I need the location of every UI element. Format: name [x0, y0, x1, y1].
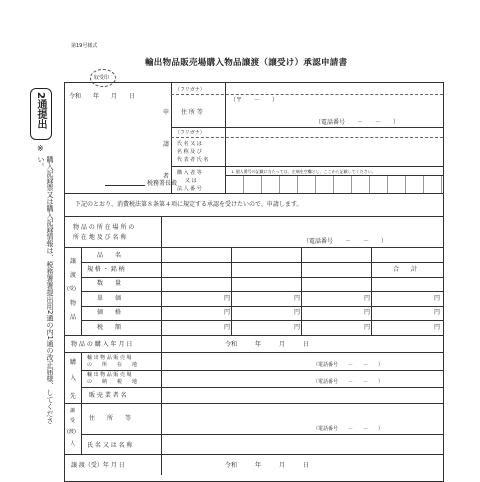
store-tax-phone[interactable]: （電話番号 － － ）	[313, 379, 384, 385]
page-title: 輸出物品販売場購入物品譲渡（譲受け）承認申請書	[145, 58, 348, 68]
store-location-row	[65, 217, 443, 248]
furigana-2: （フリガナ）	[175, 130, 205, 136]
note-mark: ※	[37, 144, 44, 153]
receipt-stamp-label: 収受印	[94, 75, 110, 81]
goods-row-label: 品 名	[97, 252, 122, 259]
store-label-1: 物 品 の 所 在 場 所 の	[73, 224, 135, 231]
applicant-mark-3: 者	[163, 173, 170, 180]
transfer-date-label: 譲 渡（受）年 月 日	[71, 462, 125, 469]
store-tax-label-2: の 納 税 地	[87, 379, 138, 385]
side-note: 購入記録票又は購入記録情報は、税務署署提出用2通の内1通の改正届様、してください。	[37, 156, 54, 424]
transfer-date-row	[65, 455, 443, 475]
store-tax-label-1: 輸 出 物 品 販 売 場	[87, 372, 132, 378]
purchase-side-2: 入	[70, 375, 77, 382]
yen-unit: 円	[294, 324, 301, 331]
transfer-date-value[interactable]: 令和 年 月 日	[225, 462, 310, 469]
statement-text: 下記のとおり、消費税法第８条第４項に規定する承認を受けたいので、申請します。	[75, 201, 303, 208]
store-location-label-1: 輸 出 物 品 販 売 場	[87, 355, 132, 361]
goods-section	[65, 248, 443, 336]
postal-code[interactable]: （〒 － ）	[230, 97, 279, 104]
name-label-3: 代 表 者 氏 名	[177, 157, 209, 163]
goods-row-label: 規 格 ・ 銘 柄	[87, 266, 125, 273]
form-number: 第19号様式	[71, 43, 98, 49]
transferee-side-1: 譲	[70, 408, 76, 414]
purchase-date-label: 物 品 の 購 入 年 月 日	[71, 341, 133, 348]
buyer-number-grid[interactable]	[225, 175, 443, 194]
goods-side-2: 渡	[70, 272, 77, 279]
yen-unit: 円	[224, 324, 231, 331]
transferee-side-4: 人	[70, 441, 76, 447]
name-label-2: 名 称 及 び	[177, 149, 202, 155]
goods-side-3: (受)	[67, 286, 76, 292]
goods-row-label: 価 格	[97, 309, 122, 316]
goods-row-label: 数 量	[97, 280, 122, 287]
store-label-2: 所 在 地 及 び 名 称	[73, 234, 127, 241]
buyer-label-1: 購 入 者 等	[177, 170, 202, 176]
furigana-1: （フリガナ）	[175, 87, 205, 93]
yen-unit: 円	[364, 309, 371, 316]
application-date[interactable]: 令和 年 月 日	[69, 93, 136, 100]
transferee-side-3: (渡)	[67, 429, 76, 435]
yen-unit: 円	[434, 295, 441, 302]
submit-two-copies-label: 2通提出	[35, 92, 46, 129]
transferee-side-2: 受	[70, 418, 76, 424]
application-form	[64, 82, 444, 482]
yen-unit: 円	[294, 309, 301, 316]
seller-name-label: 販 売 業 者 名	[89, 392, 127, 399]
applicant-phone[interactable]: （電話番号 － － ）	[315, 119, 400, 126]
tax-office-line[interactable]	[105, 185, 145, 186]
name-label-1: 氏 名 又 は	[177, 141, 202, 147]
yen-unit: 円	[364, 324, 371, 331]
tax-office-label: 税務署長殿	[147, 180, 178, 187]
store-phone[interactable]: （電話番号 － － ）	[303, 238, 388, 245]
statement-row	[65, 194, 443, 217]
purchase-side-3: 先	[70, 393, 77, 400]
transferee-section	[65, 404, 443, 455]
header-section	[65, 83, 443, 194]
buyer-label-3: 法 人 番 号	[177, 186, 202, 192]
yen-unit: 円	[434, 324, 441, 331]
total-label: 合 計	[393, 266, 418, 273]
buyer-number-note: ↓ 個人番号の記載に当たっては、左端を空欄とし、ここから記載してください。	[231, 169, 376, 174]
applicant-mark-1: 申	[163, 109, 170, 116]
address-label: 住 所 等	[181, 109, 203, 116]
goods-row-label: 単 価	[97, 295, 122, 302]
goods-side-5: 品	[70, 314, 77, 321]
yen-unit: 円	[224, 295, 231, 302]
store-location-label-2: の 所 在 地	[87, 362, 138, 368]
buyer-label-2: 又 は	[185, 178, 197, 184]
goods-side-4: 物	[70, 300, 77, 307]
store-location-phone[interactable]: （電話番号 － － ）	[313, 362, 384, 368]
yen-unit: 円	[224, 309, 231, 316]
purchase-store-section	[65, 353, 443, 404]
purchase-side-1: 購	[70, 359, 77, 366]
purchase-date-row	[65, 336, 443, 353]
yen-unit: 円	[434, 309, 441, 316]
transferee-phone[interactable]: （電話番号 － － ）	[313, 426, 384, 432]
applicant-mark-2: 請	[163, 141, 170, 148]
transferee-address-label: 住 所 等	[89, 415, 132, 422]
purchase-date-value[interactable]: 令和 年 月 日	[225, 341, 310, 348]
transferee-name-label: 氏 名 又 は 名 称	[87, 442, 133, 449]
yen-unit: 円	[294, 295, 301, 302]
goods-side-1: 譲	[70, 258, 77, 265]
goods-row-label: 税 額	[97, 324, 122, 331]
yen-unit: 円	[364, 295, 371, 302]
